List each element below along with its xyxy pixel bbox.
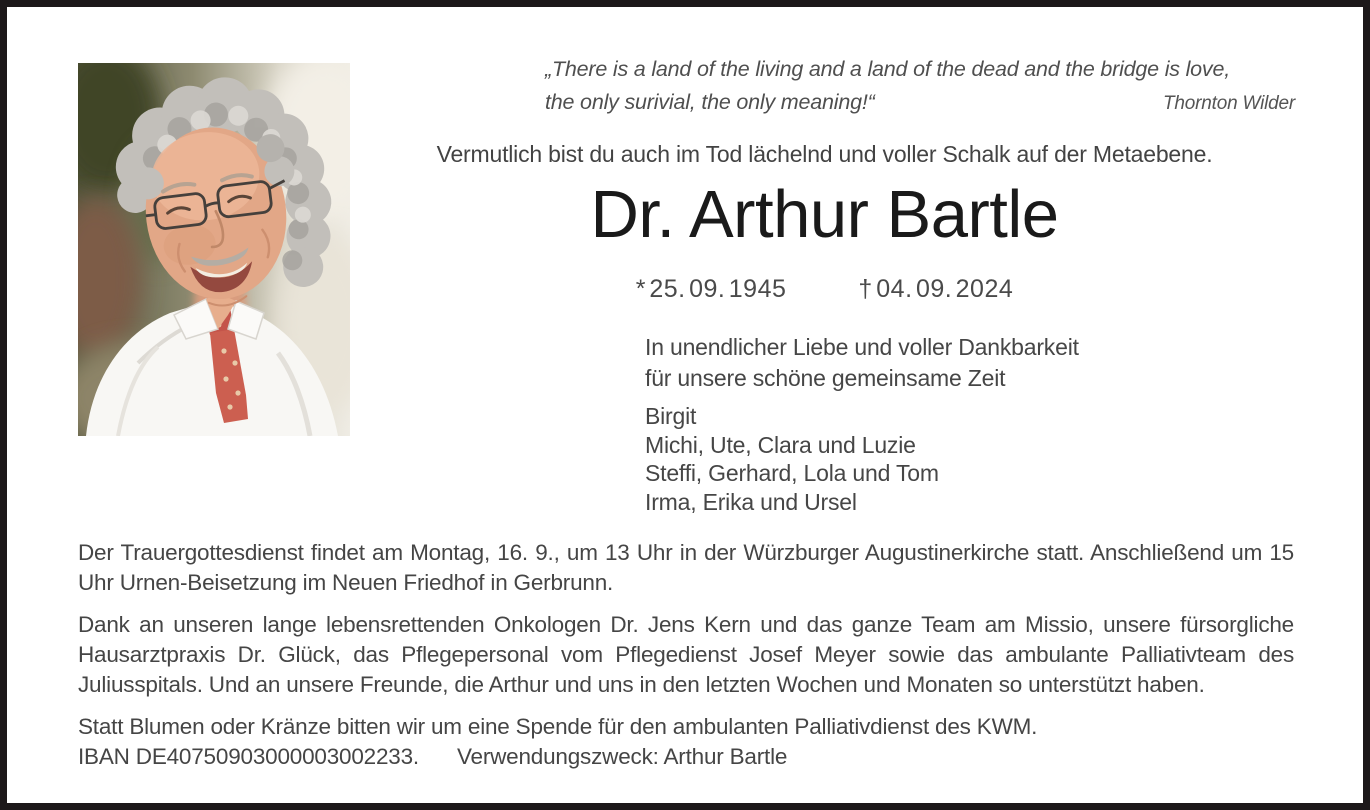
family-line: Steffi, Gerhard, Lola und Tom (645, 460, 939, 486)
tribute-line: Vermutlich bist du auch im Tod lächelnd und voller Schalk auf der Metaebene. (436, 141, 1213, 167)
life-dates (352, 275, 1297, 304)
dedication-line-2: für unsere schöne gemeinsame Zeit (645, 365, 1006, 391)
family-line: Michi, Ute, Clara und Luzie (645, 431, 916, 458)
deceased-name: Dr. Arthur Bartle (590, 177, 1059, 252)
birth-date: * 25. 09. 1945 (635, 275, 787, 303)
family-line: Irma, Erika und Ursel (645, 488, 857, 515)
service-announcement: Der Trauergottesdienst findet am Montag, 16. 9., um 13 Uhr in der Würzburger Augustinerkirche statt. Anschließend um 15 Uhr Urnen-Beisetzung im Neuen Friedhof in Gerbrunn. (78, 540, 1294, 595)
bank-details (78, 742, 1294, 772)
quote-attribution: Thornton Wilder (1163, 93, 1295, 114)
announcements (78, 538, 1294, 772)
iban-text: IBAN DE40750903000003002233. (78, 744, 419, 769)
portrait-photo (78, 63, 350, 436)
payment-purpose: Verwendungszweck: Arthur Bartle (456, 744, 788, 769)
quote-line-2: the only surivial, the only meaning!“ (545, 90, 875, 114)
thanks-paragraph: Dank an unseren lange lebensrettenden Onkologen Dr. Jens Kern und das ganze Team am Missio, unsere fürsorgliche Hausarztpraxis Dr. Glück, das Pflegepersonal vom Pflegedienst Josef Meyer sowie das ambulante Palliativteam des Juliusspitals. Und an unsere Freunde, die Arthur und uns in den letzten Wochen und Monaten so unterstützt haben. (78, 612, 1294, 697)
dedication-line-1: In unendlicher Liebe und voller Dankbarkeit (645, 334, 1079, 360)
family-line: Birgit (645, 403, 697, 429)
quote-line-1: „There is a land of the living and a land of the dead and the bridge is love, (545, 57, 1231, 81)
memorial-quote (545, 53, 1295, 120)
family-list (645, 402, 939, 516)
death-date: † 04. 09. 2024 (858, 275, 1014, 303)
dedication-text (645, 332, 1079, 394)
donation-request: Statt Blumen oder Kränze bitten wir um eine Spende für den ambulanten Palliativdienst des KWM. (78, 714, 1038, 739)
portrait-illustration (78, 63, 350, 436)
